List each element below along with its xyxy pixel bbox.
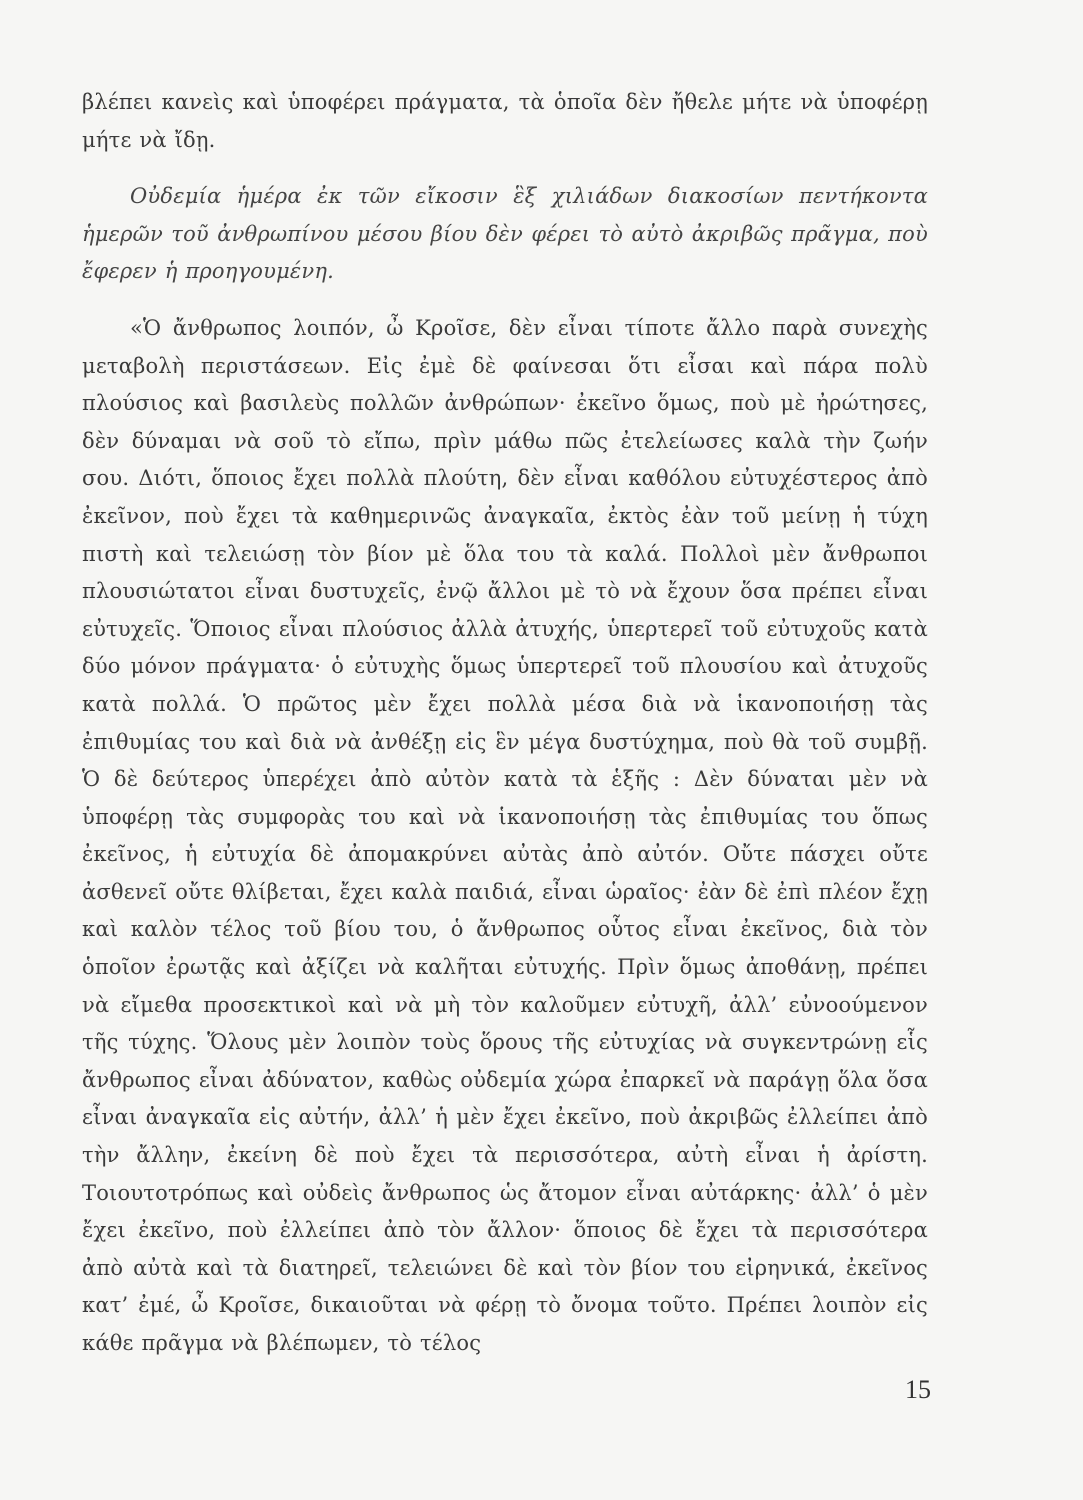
page-number: 15 (905, 1375, 931, 1404)
body-text (82, 84, 928, 1363)
paragraph-continuation: βλέπει κανεὶς καὶ ὑποφέρει πράγματα, τὰ ὁποῖα δὲν ἤθελε μήτε νὰ ὑποφέρῃ μήτε νὰ ἴδῃ. (82, 90, 928, 152)
paragraph-solon-speech: «Ὁ ἄνθρωπος λοιπόν, ὦ Κροῖσε, δὲν εἶναι τίποτε ἄλλο παρὰ συνεχὴς μεταβολὴ περιστάσεων. Εἰς ἐμὲ δὲ φαίνεσαι ὅτι εἶσαι καὶ πάρα πολὺ πλούσιος καὶ βασιλεὺς πολλῶν ἀνθρώπων· ἐκεῖνο ὅμως, ποὺ μὲ ἠρώτησες, δὲν δύναμαι νὰ σοῦ τὸ εἴπω, πρὶν μάθω πῶς ἐτελείωσες καλὰ τὴν ζωήν σου. Διότι, ὅποιος ἔχει πολλὰ πλούτη, δὲν εἶναι καθόλου εὐτυχέστερος ἀπὸ ἐκεῖνον, ποὺ ἔχει τὰ καθημερινῶς ἀναγκαῖα, ἐκτὸς ἐὰν τοῦ μείνῃ ἡ τύχη πιστὴ καὶ τελειώσῃ τὸν βίον μὲ ὅλα του τὰ καλά. Πολλοὶ μὲν ἄνθρωποι πλουσιώτατοι εἶναι δυστυχεῖς, ἐνῷ ἄλλοι μὲ τὸ νὰ ἔχουν ὅσα πρέπει εἶναι εὐτυχεῖς. Ὅποιος εἶναι πλούσιος ἀλλὰ ἀτυχής, ὑπερτερεῖ τοῦ εὐτυχοῦς κατὰ δύο μόνον πράγματα· ὁ εὐτυχὴς ὅμως ὑπερτερεῖ τοῦ πλουσίου καὶ ἀτυχοῦς κατὰ πολλά. Ὁ πρῶτος μὲν ἔχει πολλὰ μέσα διὰ νὰ ἱκανοποιήσῃ τὰς ἐπιθυμίας του καὶ διὰ νὰ ἀνθέξῃ εἰς ἓν μέγα δυστύχημα, ποὺ θὰ τοῦ συμβῇ. Ὁ δὲ δεύτερος ὑπερέχει ἀπὸ αὐτὸν κατὰ τὰ ἑξῆς : Δὲν δύναται μὲν νὰ ὑποφέρῃ τὰς συμφορὰς του καὶ νὰ ἱκανοποιήσῃ τὰς ἐπιθυμίας του ὅπως ἐκεῖνος, ἡ εὐτυχία δὲ ἀπομακρύνει αὐτὰς ἀπὸ αὐτόν. Οὔτε πάσχει οὔτε ἀσθενεῖ οὔτε θλίβεται, ἔχει καλὰ παιδιά, εἶναι ὡραῖος· ἐὰν δὲ ἐπὶ πλέον ἔχῃ καὶ καλὸν τέλος τοῦ βίου του, ὁ ἄνθρωπος οὗτος εἶναι ἐκεῖνος, διὰ τὸν ὁποῖον ἐρωτᾷς καὶ ἀξίζει νὰ καλῆται εὐτυχής. Πρὶν ὅμως ἀποθάνῃ, πρέπει νὰ εἴμεθα προσεκτικοὶ καὶ νὰ μὴ τὸν καλοῦμεν εὐτυχῆ, ἀλλ’ εὐνοούμενον τῆς τύχης. Ὅλους μὲν λοιπὸν τοὺς ὅρους τῆς εὐτυχίας νὰ συγκεντρώνῃ εἷς ἄνθρωπος εἶναι ἀδύνατον, καθὼς οὐδεμία χώρα ἐπαρκεῖ νὰ παράγῃ ὅλα ὅσα εἶναι ἀναγκαῖα εἰς αὐτήν, ἀλλ’ ἡ μὲν ἔχει ἐκεῖνο, ποὺ ἀκριβῶς ἐλλείπει ἀπὸ τὴν ἄλλην, ἐκείνη δὲ ποὺ ἔχει τὰ περισσότερα, αὐτὴ εἶναι ἡ ἀρίστη. Τοιουτοτρόπως καὶ οὐδεὶς ἄνθρωπος ὡς ἄτομον εἶναι αὐτάρκης· ἀλλ’ ὁ μὲν ἔχει ἐκεῖνο, ποὺ ἐλλείπει ἀπὸ τὸν ἄλλον· ὅποιος δὲ ἔχει τὰ περισσότερα ἀπὸ αὐτὰ καὶ τὰ διατηρεῖ, τελειώνει δὲ καὶ τὸν βίον του εἰρηνικά, ἐκεῖνος κατ’ ἐμέ, ὦ Κροῖσε, δικαιοῦται νὰ φέρῃ τὸ ὄνομα τοῦτο. Πρέπει λοιπὸν εἰς κάθε πρᾶγμα νὰ βλέπωμεν, τὸ τέλος (82, 315, 928, 1355)
paragraph-italic-aside: Οὐδεμία ἡμέρα ἐκ τῶν εἴκοσιν ἓξ χιλιάδων διακοσίων πεντήκοντα ἡμερῶν τοῦ ἀνθρωπίνου μέσου βίου δὲν φέρει τὸ αὐτὸ ἀκριβῶς πρᾶγμα, ποὺ ἔφερεν ἡ προηγουμένη. (82, 184, 928, 284)
